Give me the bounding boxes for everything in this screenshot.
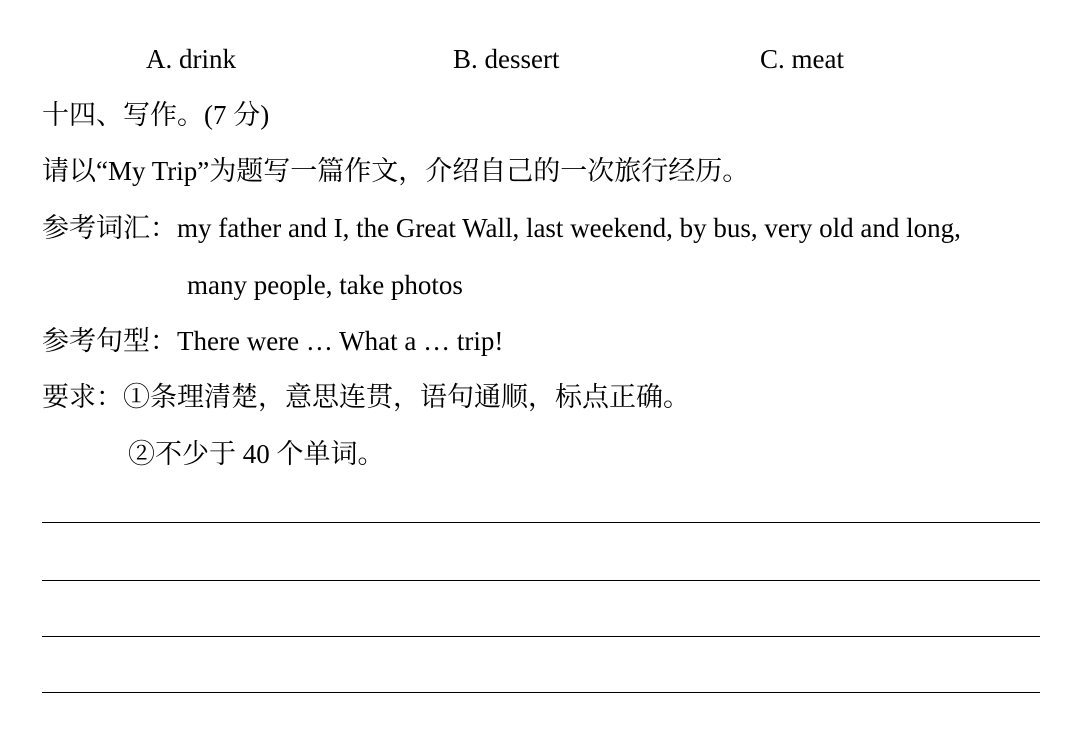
writing-prompt: 请以“My Trip”为题写一篇作文，介绍自己的一次旅行经历。: [42, 156, 750, 186]
vocab-row: [42, 211, 961, 245]
requirement-1: ①条理清楚，意思连贯，语句通顺，标点正确。: [123, 382, 690, 412]
requirement-label: 要求：: [42, 382, 123, 412]
answer-line[interactable]: [42, 522, 1040, 523]
option-a: A. drink: [146, 44, 236, 74]
pattern-row: [42, 324, 503, 358]
section-heading: 十四、写作。(7 分): [42, 100, 270, 130]
answer-line[interactable]: [42, 692, 1040, 693]
vocab-label: 参考词汇：: [42, 213, 177, 243]
requirement-row: [42, 380, 690, 414]
vocab-text-continued: many people, take photos: [187, 270, 463, 300]
answer-line[interactable]: [42, 636, 1040, 637]
option-b: B. dessert: [453, 44, 560, 74]
pattern-label: 参考句型：: [42, 326, 177, 356]
answer-line[interactable]: [42, 580, 1040, 581]
pattern-text: There were … What a … trip!: [177, 326, 504, 356]
requirement-2: ②不少于 40 个单词。: [128, 439, 385, 469]
option-c: C. meat: [760, 44, 844, 74]
vocab-text: my father and I, the Great Wall, last weekend, by bus, very old and long,: [177, 213, 961, 243]
